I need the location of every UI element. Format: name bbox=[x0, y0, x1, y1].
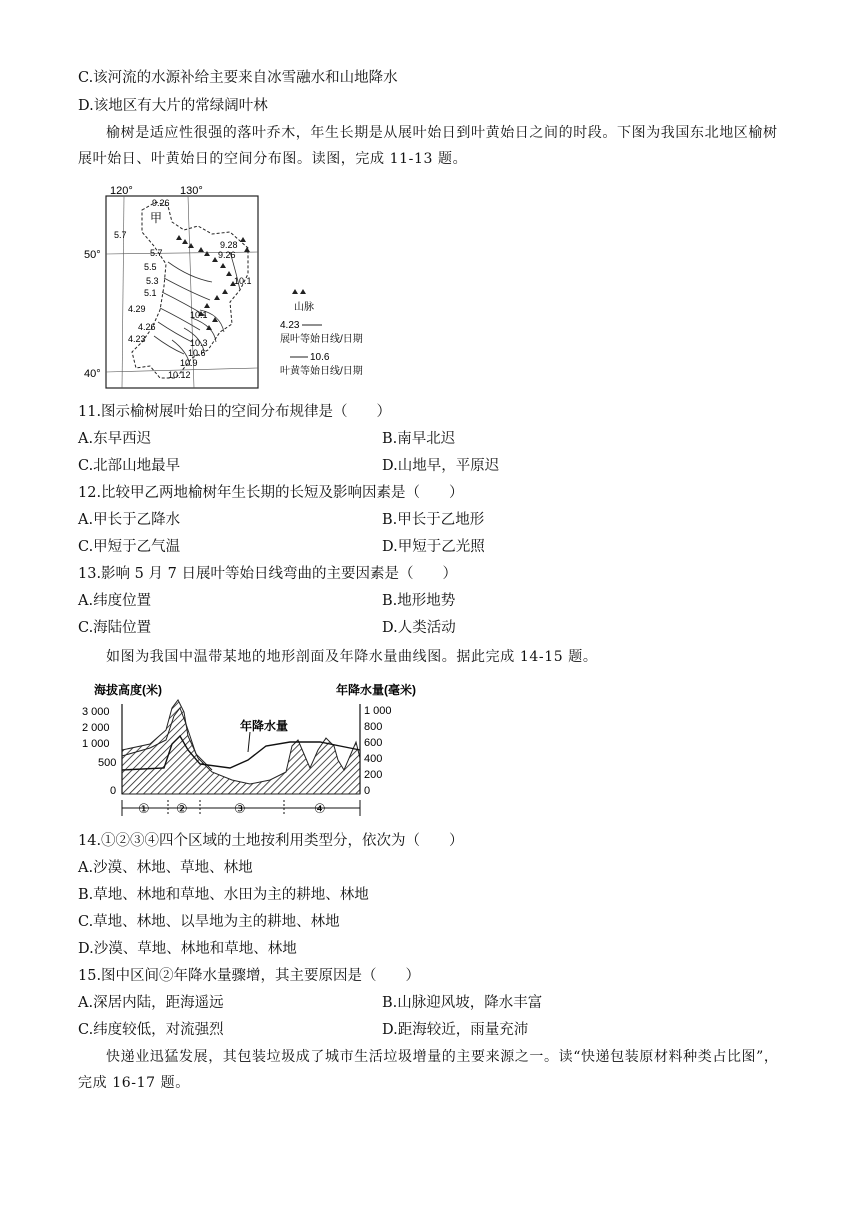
right-tick: 400 bbox=[364, 753, 383, 765]
q14-option-a: A.沙漠、林地、草地、林地 bbox=[78, 860, 253, 876]
yellow-label: 9.28 bbox=[220, 240, 238, 250]
zone-label: ④ bbox=[314, 801, 326, 816]
lon-label-130: 130° bbox=[180, 185, 203, 197]
map-legend bbox=[280, 289, 363, 377]
q13-option-b: B.地形地势 bbox=[382, 593, 456, 609]
terrain-precipitation-profile bbox=[80, 680, 450, 820]
right-tick: 200 bbox=[364, 769, 383, 781]
q14-stem: 14.①②③④四个区域的土地按利用类型分，依次为（ ） bbox=[78, 833, 464, 849]
leaf-label: 5.5 bbox=[144, 262, 157, 272]
intro-paragraph-16-17: 快递业迅猛发展，其包装垃圾成了城市生活垃圾增量的主要来源之一。读“快递包装原材料种类占比图”，完成 16-17 题。 bbox=[78, 1049, 779, 1091]
legend-leaf-label: 展叶等始日线/日期 bbox=[280, 334, 363, 345]
leaf-label: 4.26 bbox=[138, 322, 156, 332]
yellow-label: 10.1 bbox=[190, 310, 208, 320]
lon-label-120: 120° bbox=[110, 185, 133, 197]
leaf-label: 5.7 bbox=[114, 230, 127, 240]
right-tick: 600 bbox=[364, 737, 383, 749]
yellow-label: 10.9 bbox=[180, 358, 198, 368]
elm-phenology-map bbox=[80, 182, 370, 392]
yellow-label: 9.26 bbox=[218, 250, 236, 260]
leaf-label: 5.1 bbox=[144, 288, 157, 298]
left-axis-title: 海拔高度(米) bbox=[94, 683, 162, 697]
legend-leaf-value: 4.23 bbox=[280, 320, 300, 331]
q11-option-c: C.北部山地最早 bbox=[78, 458, 181, 474]
right-tick: 1 000 bbox=[364, 705, 392, 717]
q14-option-c: C.草地、林地、以旱地为主的耕地、林地 bbox=[78, 914, 340, 930]
zone-label: ① bbox=[138, 801, 150, 816]
option-c-prev: C.该河流的水源补给主要来自冰雪融水和山地降水 bbox=[78, 70, 398, 86]
yellow-label: 10.12 bbox=[168, 370, 191, 380]
zone-label: ③ bbox=[234, 801, 246, 816]
place-label-jia: 甲 bbox=[150, 211, 163, 225]
q12-stem: 12.比较甲乙两地榆树年生长期的长短及影响因素是（ ） bbox=[78, 485, 464, 501]
q13-option-c: C.海陆位置 bbox=[78, 620, 152, 636]
q15-option-a: A.深居内陆，距海遥远 bbox=[78, 995, 224, 1011]
q15-option-c: C.纬度较低，对流强烈 bbox=[78, 1022, 224, 1038]
left-tick: 1 000 bbox=[82, 738, 110, 750]
legend-mountain: 山脉 bbox=[294, 302, 314, 313]
q15-option-b: B.山脉迎风坡，降水丰富 bbox=[382, 995, 543, 1011]
q12-option-b: B.甲长于乙地形 bbox=[382, 512, 485, 528]
yellow-label: 10.6 bbox=[188, 348, 206, 358]
q11-stem: 11.图示榆树展叶始日的空间分布规律是（ ） bbox=[78, 404, 392, 420]
leaf-label: 4.29 bbox=[128, 304, 146, 314]
leaf-label: 5.7 bbox=[150, 248, 163, 258]
right-tick: 0 bbox=[364, 785, 371, 797]
intro-paragraph-11-13: 榆树是适应性很强的落叶乔木，年生长期是从展叶始日到叶黄始日之间的时段。下图为我国东北地区榆树展叶始日、叶黄始日的空间分布图。读图，完成 11-13 题。 bbox=[78, 125, 778, 167]
right-axis-title: 年降水量(毫米) bbox=[336, 683, 416, 697]
legend-yellow-label: 叶黄等始日线/日期 bbox=[280, 366, 363, 377]
yellow-label: 9.26 bbox=[152, 198, 170, 208]
q14-option-b: B.草地、林地和草地、水田为主的耕地、林地 bbox=[78, 887, 369, 903]
q15-option-d: D.距海较近，雨量充沛 bbox=[382, 1022, 529, 1038]
intro-paragraph-14-15: 如图为我国中温带某地的地形剖面及年降水量曲线图。据此完成 14-15 题。 bbox=[106, 649, 598, 665]
curve-label: 年降水量 bbox=[240, 719, 289, 733]
lat-label-50: 50° bbox=[84, 249, 101, 261]
q11-option-b: B.南早北迟 bbox=[382, 431, 456, 447]
left-tick: 0 bbox=[110, 785, 117, 797]
q13-option-d: D.人类活动 bbox=[382, 620, 456, 636]
yellow-label: 10.1 bbox=[234, 276, 252, 286]
q11-option-a: A.东早西迟 bbox=[78, 431, 152, 447]
q15-stem: 15.图中区间②年降水量骤增，其主要原因是（ ） bbox=[78, 968, 421, 984]
q12-option-c: C.甲短于乙气温 bbox=[78, 539, 181, 555]
q13-stem: 13.影响 5 月 7 日展叶等始日线弯曲的主要因素是（ ） bbox=[78, 566, 457, 582]
left-tick: 2 000 bbox=[82, 722, 110, 734]
q11-option-d: D.山地早，平原迟 bbox=[382, 458, 500, 474]
yellow-label: 10.3 bbox=[190, 338, 208, 348]
q12-option-d: D.甲短于乙光照 bbox=[382, 539, 485, 555]
left-tick: 500 bbox=[98, 757, 117, 769]
leaf-label: 4.23 bbox=[128, 334, 146, 344]
q13-option-a: A.纬度位置 bbox=[78, 593, 152, 609]
left-tick: 3 000 bbox=[82, 706, 110, 718]
right-tick: 800 bbox=[364, 721, 383, 733]
q14-option-d: D.沙漠、草地、林地和草地、林地 bbox=[78, 941, 297, 957]
leaf-label: 5.3 bbox=[146, 276, 159, 286]
option-d-prev: D.该地区有大片的常绿阔叶林 bbox=[78, 98, 268, 114]
lat-label-40: 40° bbox=[84, 368, 101, 380]
zone-label: ② bbox=[176, 801, 188, 816]
q12-option-a: A.甲长于乙降水 bbox=[78, 512, 181, 528]
legend-yellow-value: 10.6 bbox=[310, 352, 330, 363]
